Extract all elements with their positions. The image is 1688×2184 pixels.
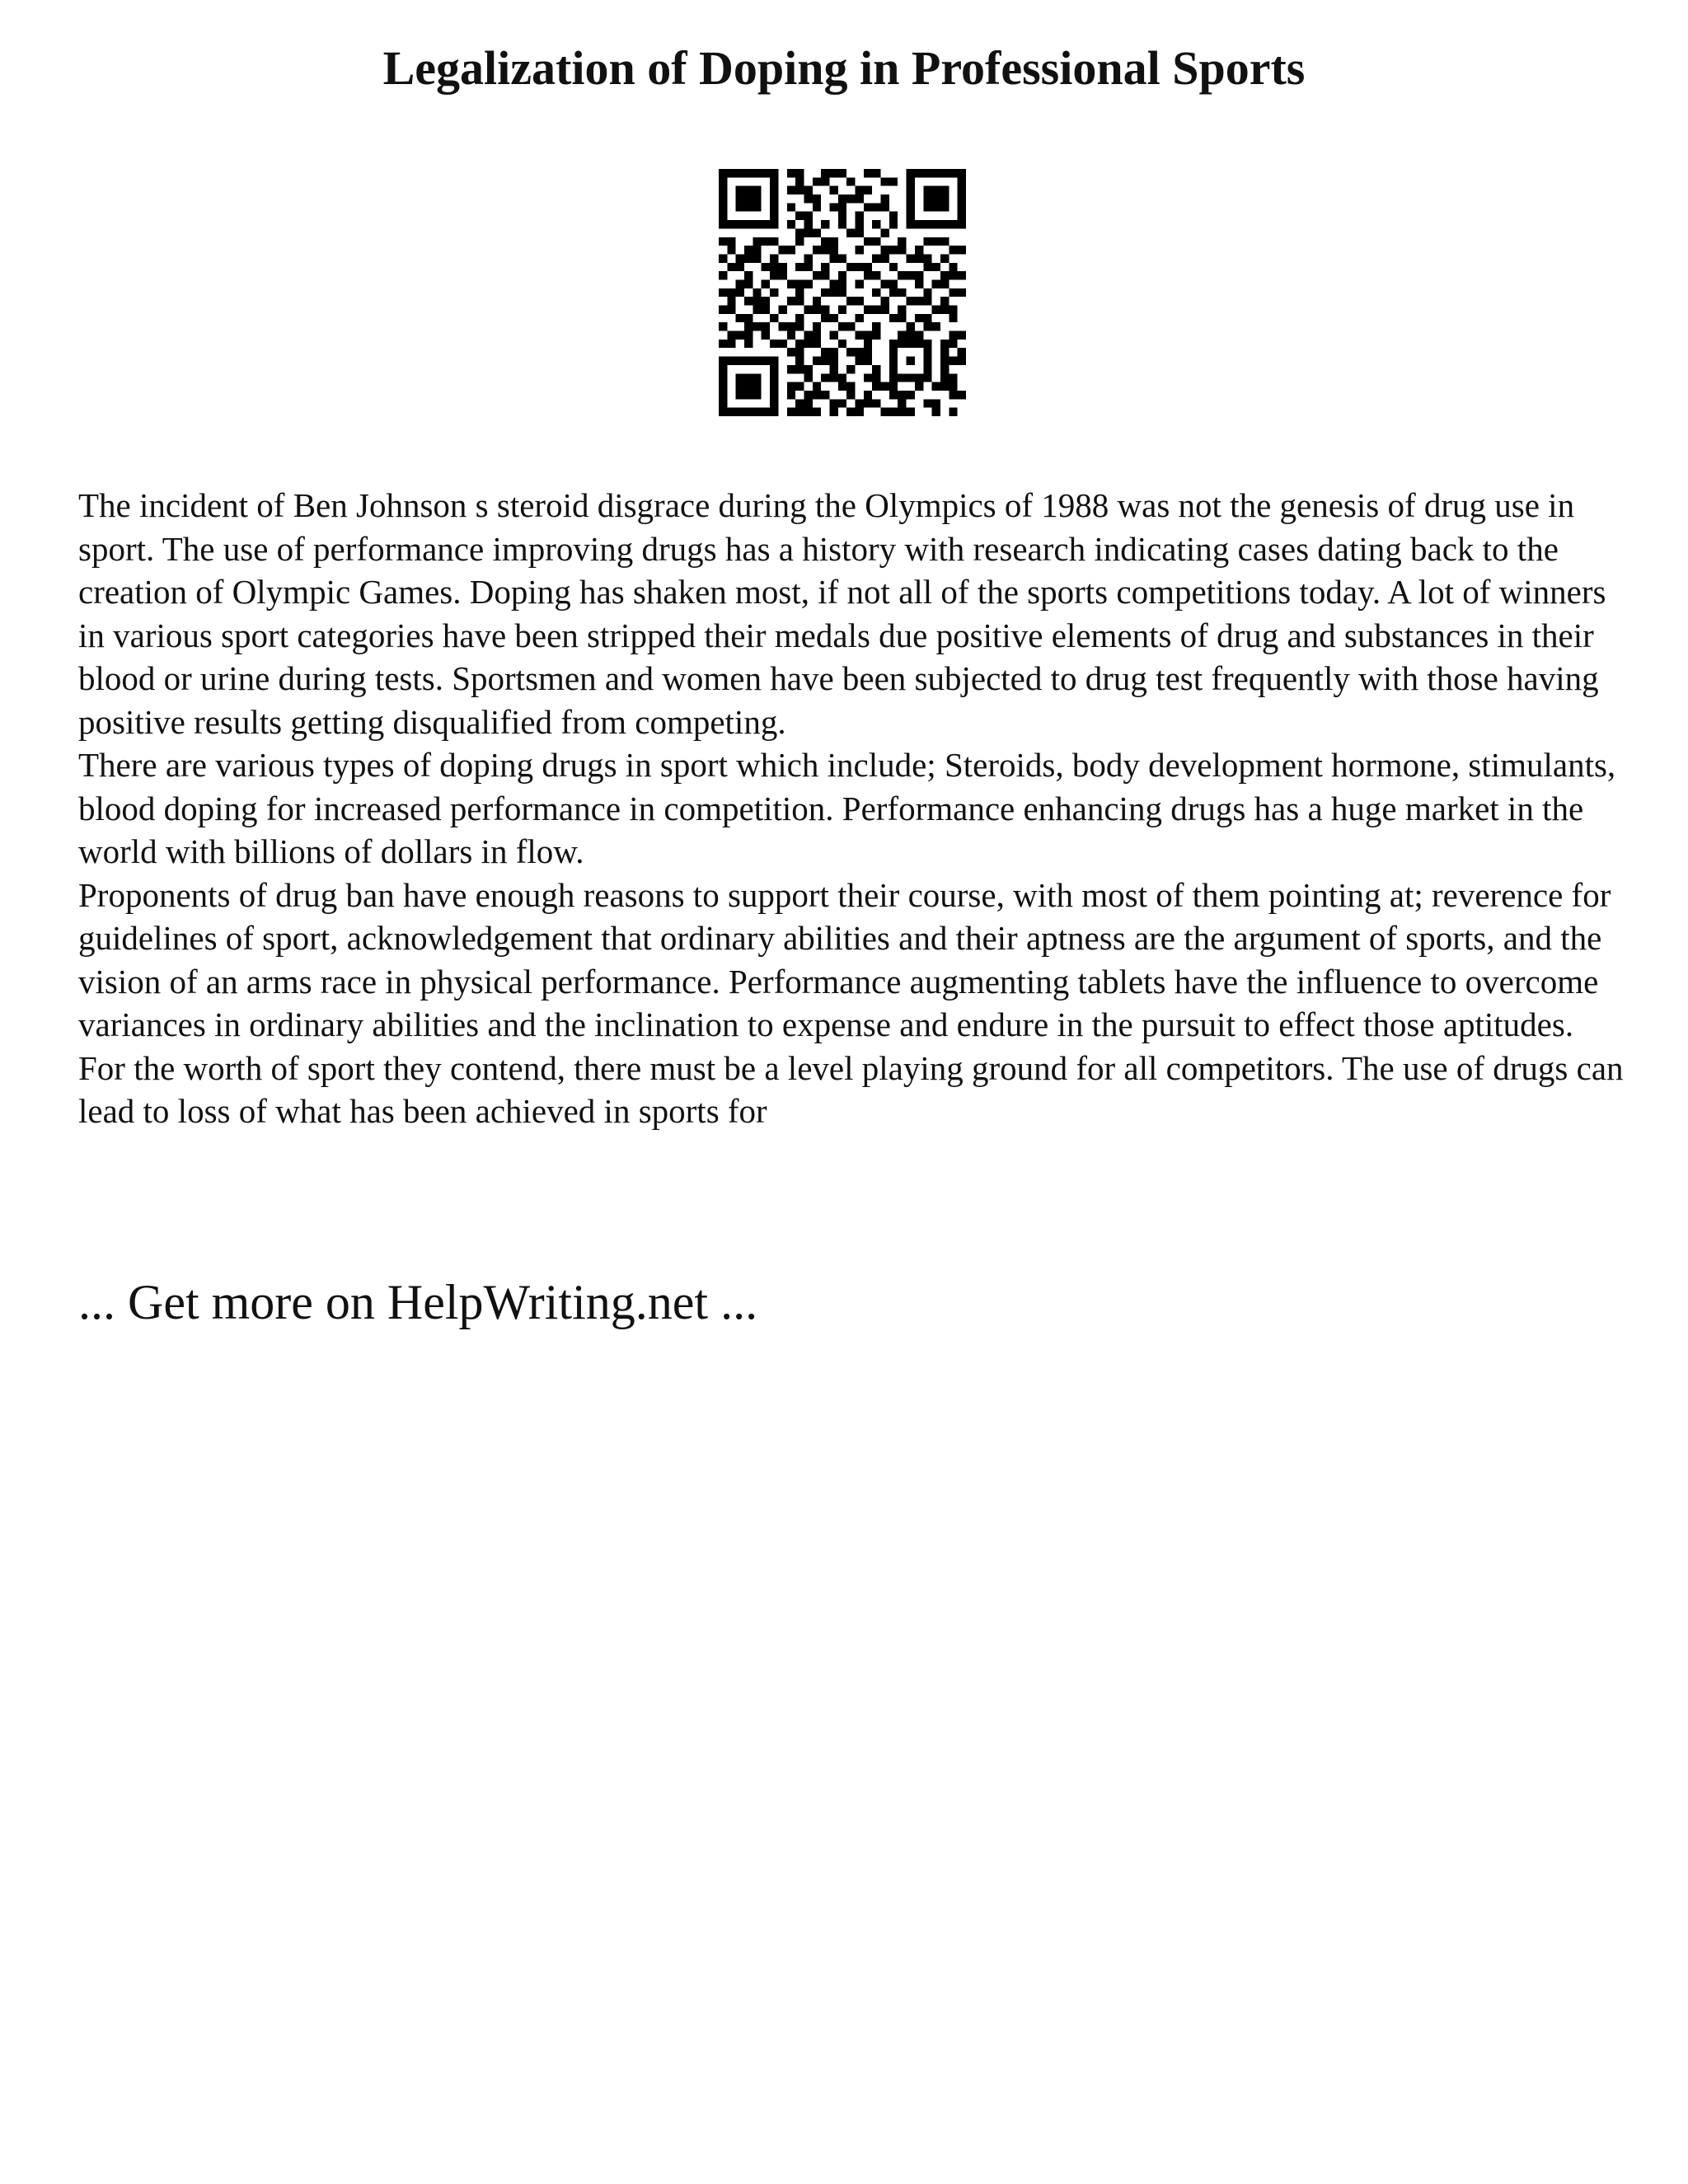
document-body bbox=[78, 484, 1628, 1133]
document-title: Legalization of Doping in Professional Sports bbox=[382, 41, 1306, 95]
paragraph-3: Proponents of drug ban have enough reasons to support their course, with most of them pointing at; reverence for guidelines of sport, acknowledgement that ordinary abilities and their aptness are the argument of sports, and the vision of an arms race in physical performance. Performance augmenting tablets have the influence to overcome variances in ordinary abilities and the inclination to expense and endure in the pursuit to effect those aptitudes. For the worth of sport they contend, there must be a level playing ground for all competitors. The use of drugs can lead to loss of what has been achieved in sports for bbox=[78, 875, 1624, 1130]
qr-code-icon bbox=[719, 169, 966, 416]
paragraph-2: There are various types of doping drugs in sport which include; Steroids, body development hormone, stimulants, blood doping for increased performance in competition. Performance enhancing drugs has a huge market in the world with billions of dollars in flow. bbox=[78, 746, 1616, 870]
get-more-link[interactable]: ... Get more on HelpWriting.net ... bbox=[78, 1275, 758, 1329]
paragraph-1: The incident of Ben Johnson s steroid disgrace during the Olympics of 1988 was not the genesis of drug use in sport. The use of performance improving drugs has a history with research indicating cases dating back to the creation of Olympic Games. Doping has shaken most, if not all of the sports competitions today. A lot of winners in various sport categories have been stripped their medals due positive elements of drug and substances in their blood or urine during tests. Sportsmen and women have been subjected to drug test frequently with those having positive results getting disqualified from competing. bbox=[78, 486, 1606, 741]
